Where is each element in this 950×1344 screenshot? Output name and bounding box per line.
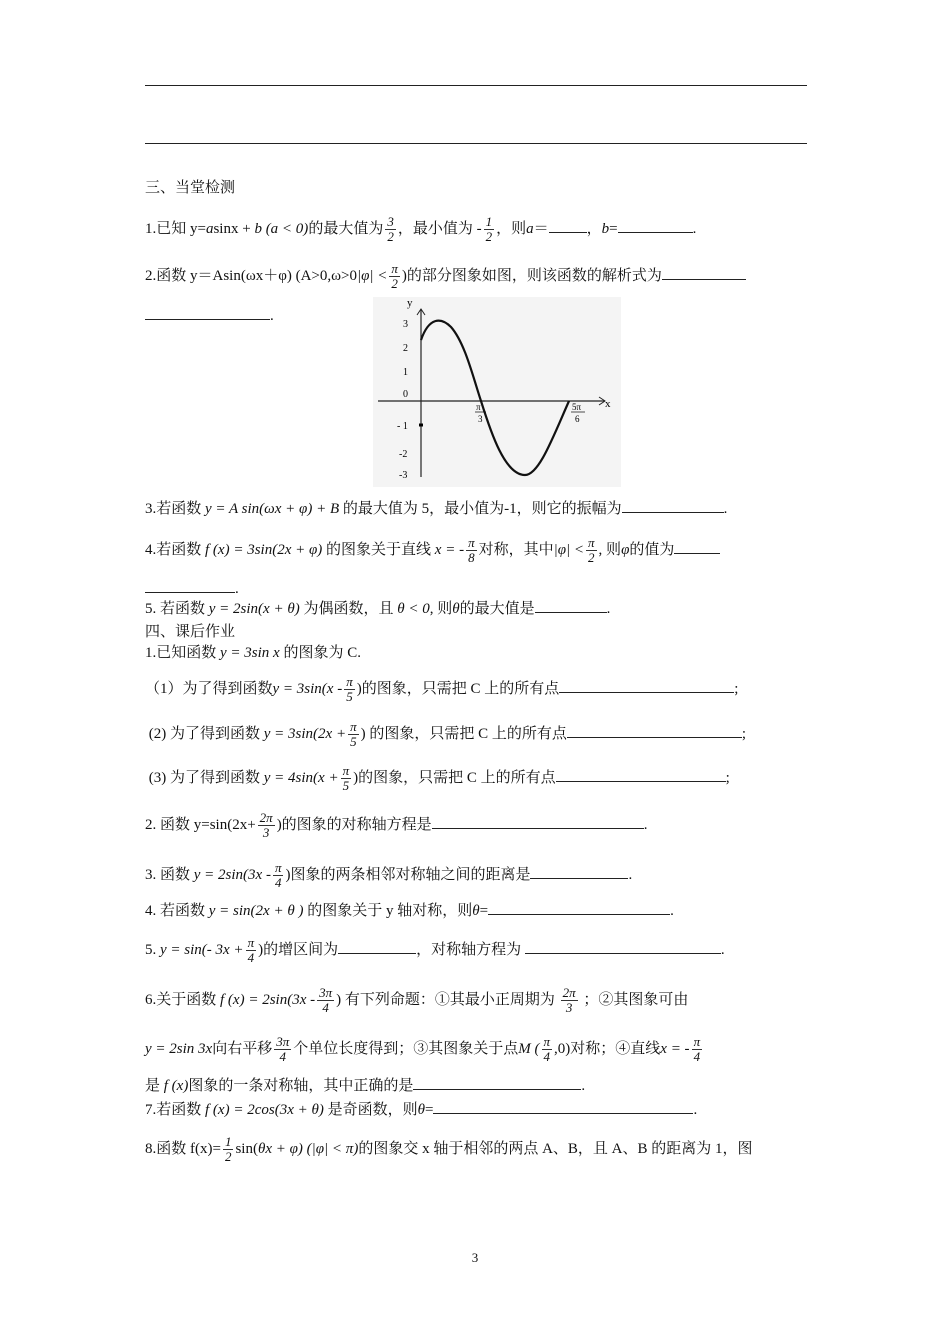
homework-5: 5. y = sin(- 3x + $\frac{\pi}{4}$ )的增区间为 ，对称轴方程为 . [145,935,725,965]
homework-1-2: (2) 为了得到函数 y = 3sin(2x + $\frac{\pi}{5}$ ) 的图象，只需把 C 上的所有点 ; [148,719,747,749]
tick-x-pi3-den: 3 [478,414,483,424]
tick-y-2: 2 [403,343,408,354]
homework-6-cont: y = 2sin 3x向右平移 $\frac{3\pi}{4}$ 个单位长度得到；③其图象关于点M ( $\frac{\pi}{4}$ ,0)对称；④直线x = - $\frac{\pi}{4}$ [145,1034,701,1064]
answer-blank[interactable] [567,723,742,738]
page-number: 3 [471,1250,479,1265]
sine-graph [373,297,621,487]
answer-blank[interactable] [338,939,416,954]
question-1: 1.已知 y=asinx + b (a < 0)的最大值为 $\frac{3}{2}$ ，最小值为 - $\frac{1}{2}$ ，则a＝ ，b= . [145,214,697,244]
homework-3: 3. 函数 y = 2sin(3x - $\frac{\pi}{4}$ )图象的两条相邻对称轴之间的距离是 . [145,860,633,890]
tick-x-5pi6-num: 5π [572,402,582,412]
homework-1: 1.已知函数 y = 3sin x 的图象为 C. [145,645,361,661]
question-5: 5. 若函数 y = 2sin(x + θ) 为偶函数，且 θ < 0, 则θ的最大值是 . [145,598,610,619]
answer-line-1 [145,85,807,86]
homework-6-end: 是 f (x)图象的一条对称轴，其中正确的是 . [145,1075,585,1096]
homework-2: 2. 函数 y=sin(2x+ $\frac{2\pi}{3}$ )的图象的对称轴方程是 . [145,810,648,840]
answer-blank[interactable] [525,939,721,954]
homework-1-1: （1）为了得到函数y = 3sin(x - $\frac{\pi}{5}$ )的图象，只需把 C 上的所有点 ; [145,674,739,704]
tick-x-pi3-num: π [476,402,481,412]
answer-blank[interactable] [559,678,734,693]
answer-blank[interactable] [549,218,587,233]
tick-x-5pi6-den: 6 [575,414,580,424]
answer-blank[interactable] [433,1099,693,1114]
tick-y-1: 1 [403,367,408,378]
tick-y-3: 3 [403,319,408,330]
answer-blank[interactable] [674,539,720,554]
question-2-cont: . [145,305,274,326]
answer-blank[interactable] [413,1075,581,1090]
answer-blank[interactable] [530,864,628,879]
answer-blank[interactable] [622,498,724,513]
homework-6: 6.关于函数 f (x) = 2sin(3x - $\frac{3\pi}{4}$ ) 有下列命题：①其最小正周期为 $\frac{2\pi}{3}$ ；②其图象可由 [145,985,689,1015]
y-axis-label: y [407,297,413,309]
tick-y-neg3: -3 [399,470,408,481]
answer-blank[interactable] [662,265,746,280]
answer-blank[interactable] [145,578,235,593]
homework-8: 8.函数 f(x)= $\frac{1}{2}$ sin(θx + φ) (|φ| < π)的图象交 x 轴于相邻的两点 A、B，且 A、B 的距离为 1，图 [145,1134,753,1164]
answer-blank[interactable] [488,900,670,915]
question-4: 4.若函数 f (x) = 3sin(2x + φ) 的图象关于直线 x = - $\frac{\pi}{8}$ 对称，其中|φ| < $\frac{\pi}{2}$ , 则φ的值为 [145,536,720,565]
answer-blank[interactable] [618,218,693,233]
answer-blank[interactable] [535,598,607,613]
homework-4: 4. 若函数 y = sin(2x + θ ) 的图象关于 y 轴对称，则θ= . [145,900,674,921]
answer-blank[interactable] [432,814,644,829]
section-title-homework: 四、课后作业 [145,624,236,640]
tick-y-neg1: - 1 [397,421,408,432]
section-title-check: 三、当堂检测 [145,180,236,196]
answer-blank[interactable] [145,305,270,320]
answer-line-2 [145,143,807,144]
x-axis-label: x [605,398,611,410]
question-4-cont: . [145,578,239,599]
question-2: 2.函数 y＝Asin(ωx＋φ) (A>0,ω>0|φ| < $\frac{\pi}{2}$ )的部分图象如图，则该函数的解析式为 [145,262,746,291]
homework-7: 7.若函数 f (x) = 2cos(3x + θ) 是奇函数，则θ= . [145,1099,697,1120]
tick-y-0: 0 [403,389,408,400]
question-3: 3.若函数 y = A sin(ωx + φ) + B 的最大值为 5，最小值为-1，则它的振幅为 . [145,498,727,519]
homework-1-3: (3) 为了得到函数 y = 4sin(x + $\frac{\pi}{5}$ )的图象，只需把 C 上的所有点 ; [148,763,730,793]
tick-y-neg2: -2 [399,449,408,460]
answer-blank[interactable] [556,767,726,782]
